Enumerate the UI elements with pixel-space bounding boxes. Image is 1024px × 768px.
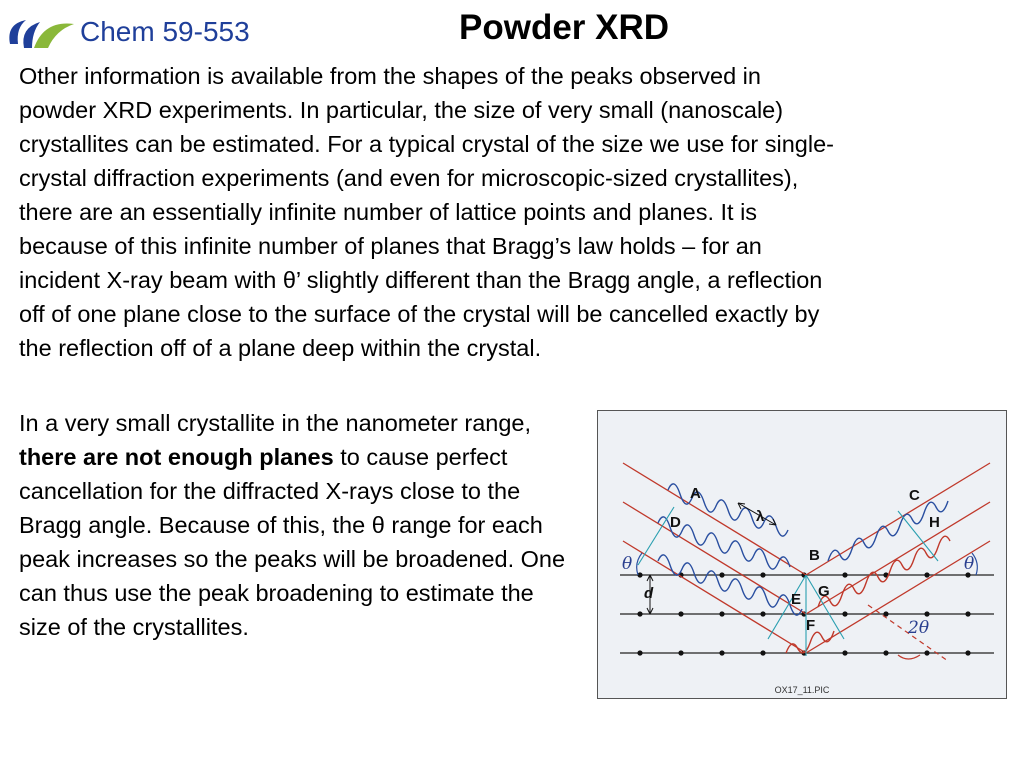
figure-caption: OX17_11.PIC bbox=[774, 685, 830, 695]
lattice-point bbox=[637, 611, 642, 616]
para2-start: In a very small crystallite in the nanometer range, bbox=[19, 410, 532, 436]
slide-title: Powder XRD bbox=[459, 8, 670, 47]
lattice-point bbox=[719, 650, 724, 655]
label-b: B bbox=[809, 547, 820, 564]
nanocrystal-paragraph bbox=[19, 406, 579, 644]
lattice-point bbox=[719, 572, 724, 577]
incident-rays bbox=[623, 463, 806, 653]
lattice-point bbox=[760, 611, 765, 616]
theta-arcs bbox=[637, 553, 978, 575]
para2-end: to cause perfect cancellation for the diffracted X-rays close to the Bragg angle. Because of this, the θ range for each peak increases so the peaks will be broadened. One can thus use the peak broadening to estimate the size of the crystallites. bbox=[19, 444, 566, 640]
label-g: G bbox=[818, 583, 830, 600]
label-lambda: λ bbox=[756, 508, 765, 525]
label-c: C bbox=[909, 487, 920, 504]
lattice-point bbox=[965, 611, 970, 616]
diffracted-rays bbox=[806, 463, 990, 653]
bragg-diffraction-diagram bbox=[597, 410, 1007, 699]
lattice-point bbox=[924, 572, 929, 577]
label-f: F bbox=[806, 617, 816, 634]
lattice-point bbox=[883, 650, 888, 655]
lattice-point bbox=[678, 650, 683, 655]
lattice-point bbox=[842, 650, 847, 655]
lattice-point bbox=[842, 572, 847, 577]
label-theta-left: θ bbox=[622, 554, 633, 574]
label-a: A bbox=[690, 485, 701, 502]
label-two-theta: 2θ bbox=[908, 618, 930, 638]
lattice-point bbox=[637, 650, 642, 655]
lattice-point bbox=[637, 572, 642, 577]
course-code: Chem 59-553 bbox=[80, 16, 250, 47]
lattice-point bbox=[842, 611, 847, 616]
lattice-point bbox=[760, 572, 765, 577]
intro-paragraph: Other information is available from the shapes of the peaks observed in powder XRD experiments. In particular, the size of very small (nanoscale) crystallites can be estimated. For a typical crystal of the size we use for single- crystal diffraction experiments (and even for microscopic-sized crystallites), there are an essentially infinite number of lattice points and planes. It is because of this infinite number of planes that Bragg’s law holds – for an incident X-ray beam with θ’ slightly different than the Bragg angle, a reflection off of one plane close to the surface of the crystal will be cancelled exactly by the reflection off of a plane deep within the crystal. bbox=[19, 63, 834, 361]
label-d-spacing: d bbox=[644, 585, 654, 602]
lattice-point bbox=[719, 611, 724, 616]
university-logo-icon bbox=[4, 14, 76, 54]
label-h: H bbox=[929, 514, 940, 531]
label-e: E bbox=[791, 591, 802, 608]
lattice-point bbox=[760, 650, 765, 655]
lattice-point bbox=[924, 611, 929, 616]
lattice-point bbox=[965, 650, 970, 655]
label-d-point: D bbox=[670, 514, 681, 531]
incident-waves bbox=[658, 484, 802, 615]
lattice-point bbox=[678, 611, 683, 616]
label-theta-right: θ bbox=[964, 554, 975, 574]
para2-emphasis: there are not enough planes bbox=[19, 444, 334, 470]
diagram-canvas bbox=[598, 411, 1006, 698]
lattice-point bbox=[924, 650, 929, 655]
